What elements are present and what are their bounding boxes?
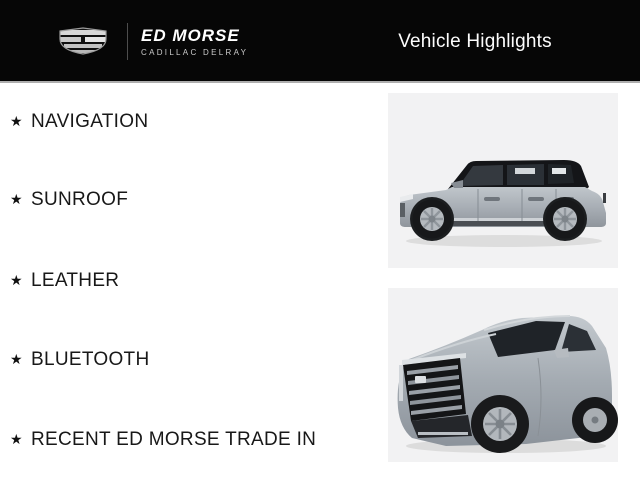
feature-label: BLUETOOTH — [31, 349, 150, 370]
dealer-location: CADILLAC DELRAY — [141, 48, 249, 57]
star-bullet-icon: ★ — [10, 192, 23, 208]
feature-label: NAVIGATION — [31, 111, 149, 132]
feature-item-sunroof — [10, 189, 128, 211]
header-divider — [127, 23, 128, 60]
star-bullet-icon: ★ — [10, 114, 23, 130]
star-bullet-icon: ★ — [10, 273, 23, 289]
feature-item-navigation — [10, 111, 148, 133]
feature-item-trade-in — [10, 429, 316, 451]
dealer-branding — [141, 26, 248, 57]
cadillac-crest-logo — [56, 26, 110, 56]
feature-list — [0, 83, 380, 480]
page-title: Vehicle Highlights — [398, 31, 552, 52]
vehicle-photo-front — [388, 288, 618, 462]
suv-side-illustration — [388, 93, 618, 268]
vehicle-photo-side — [388, 93, 618, 268]
feature-label: SUNROOF — [31, 189, 129, 210]
star-bullet-icon: ★ — [10, 352, 23, 368]
feature-item-leather — [10, 270, 119, 292]
feature-label: LEATHER — [31, 270, 120, 291]
header-bar — [0, 0, 640, 83]
star-bullet-icon: ★ — [10, 432, 23, 448]
dealer-name: ED MORSE — [141, 26, 240, 45]
feature-label: RECENT ED MORSE TRADE IN — [31, 429, 317, 450]
suv-front-illustration — [388, 288, 618, 462]
feature-item-bluetooth — [10, 349, 149, 371]
